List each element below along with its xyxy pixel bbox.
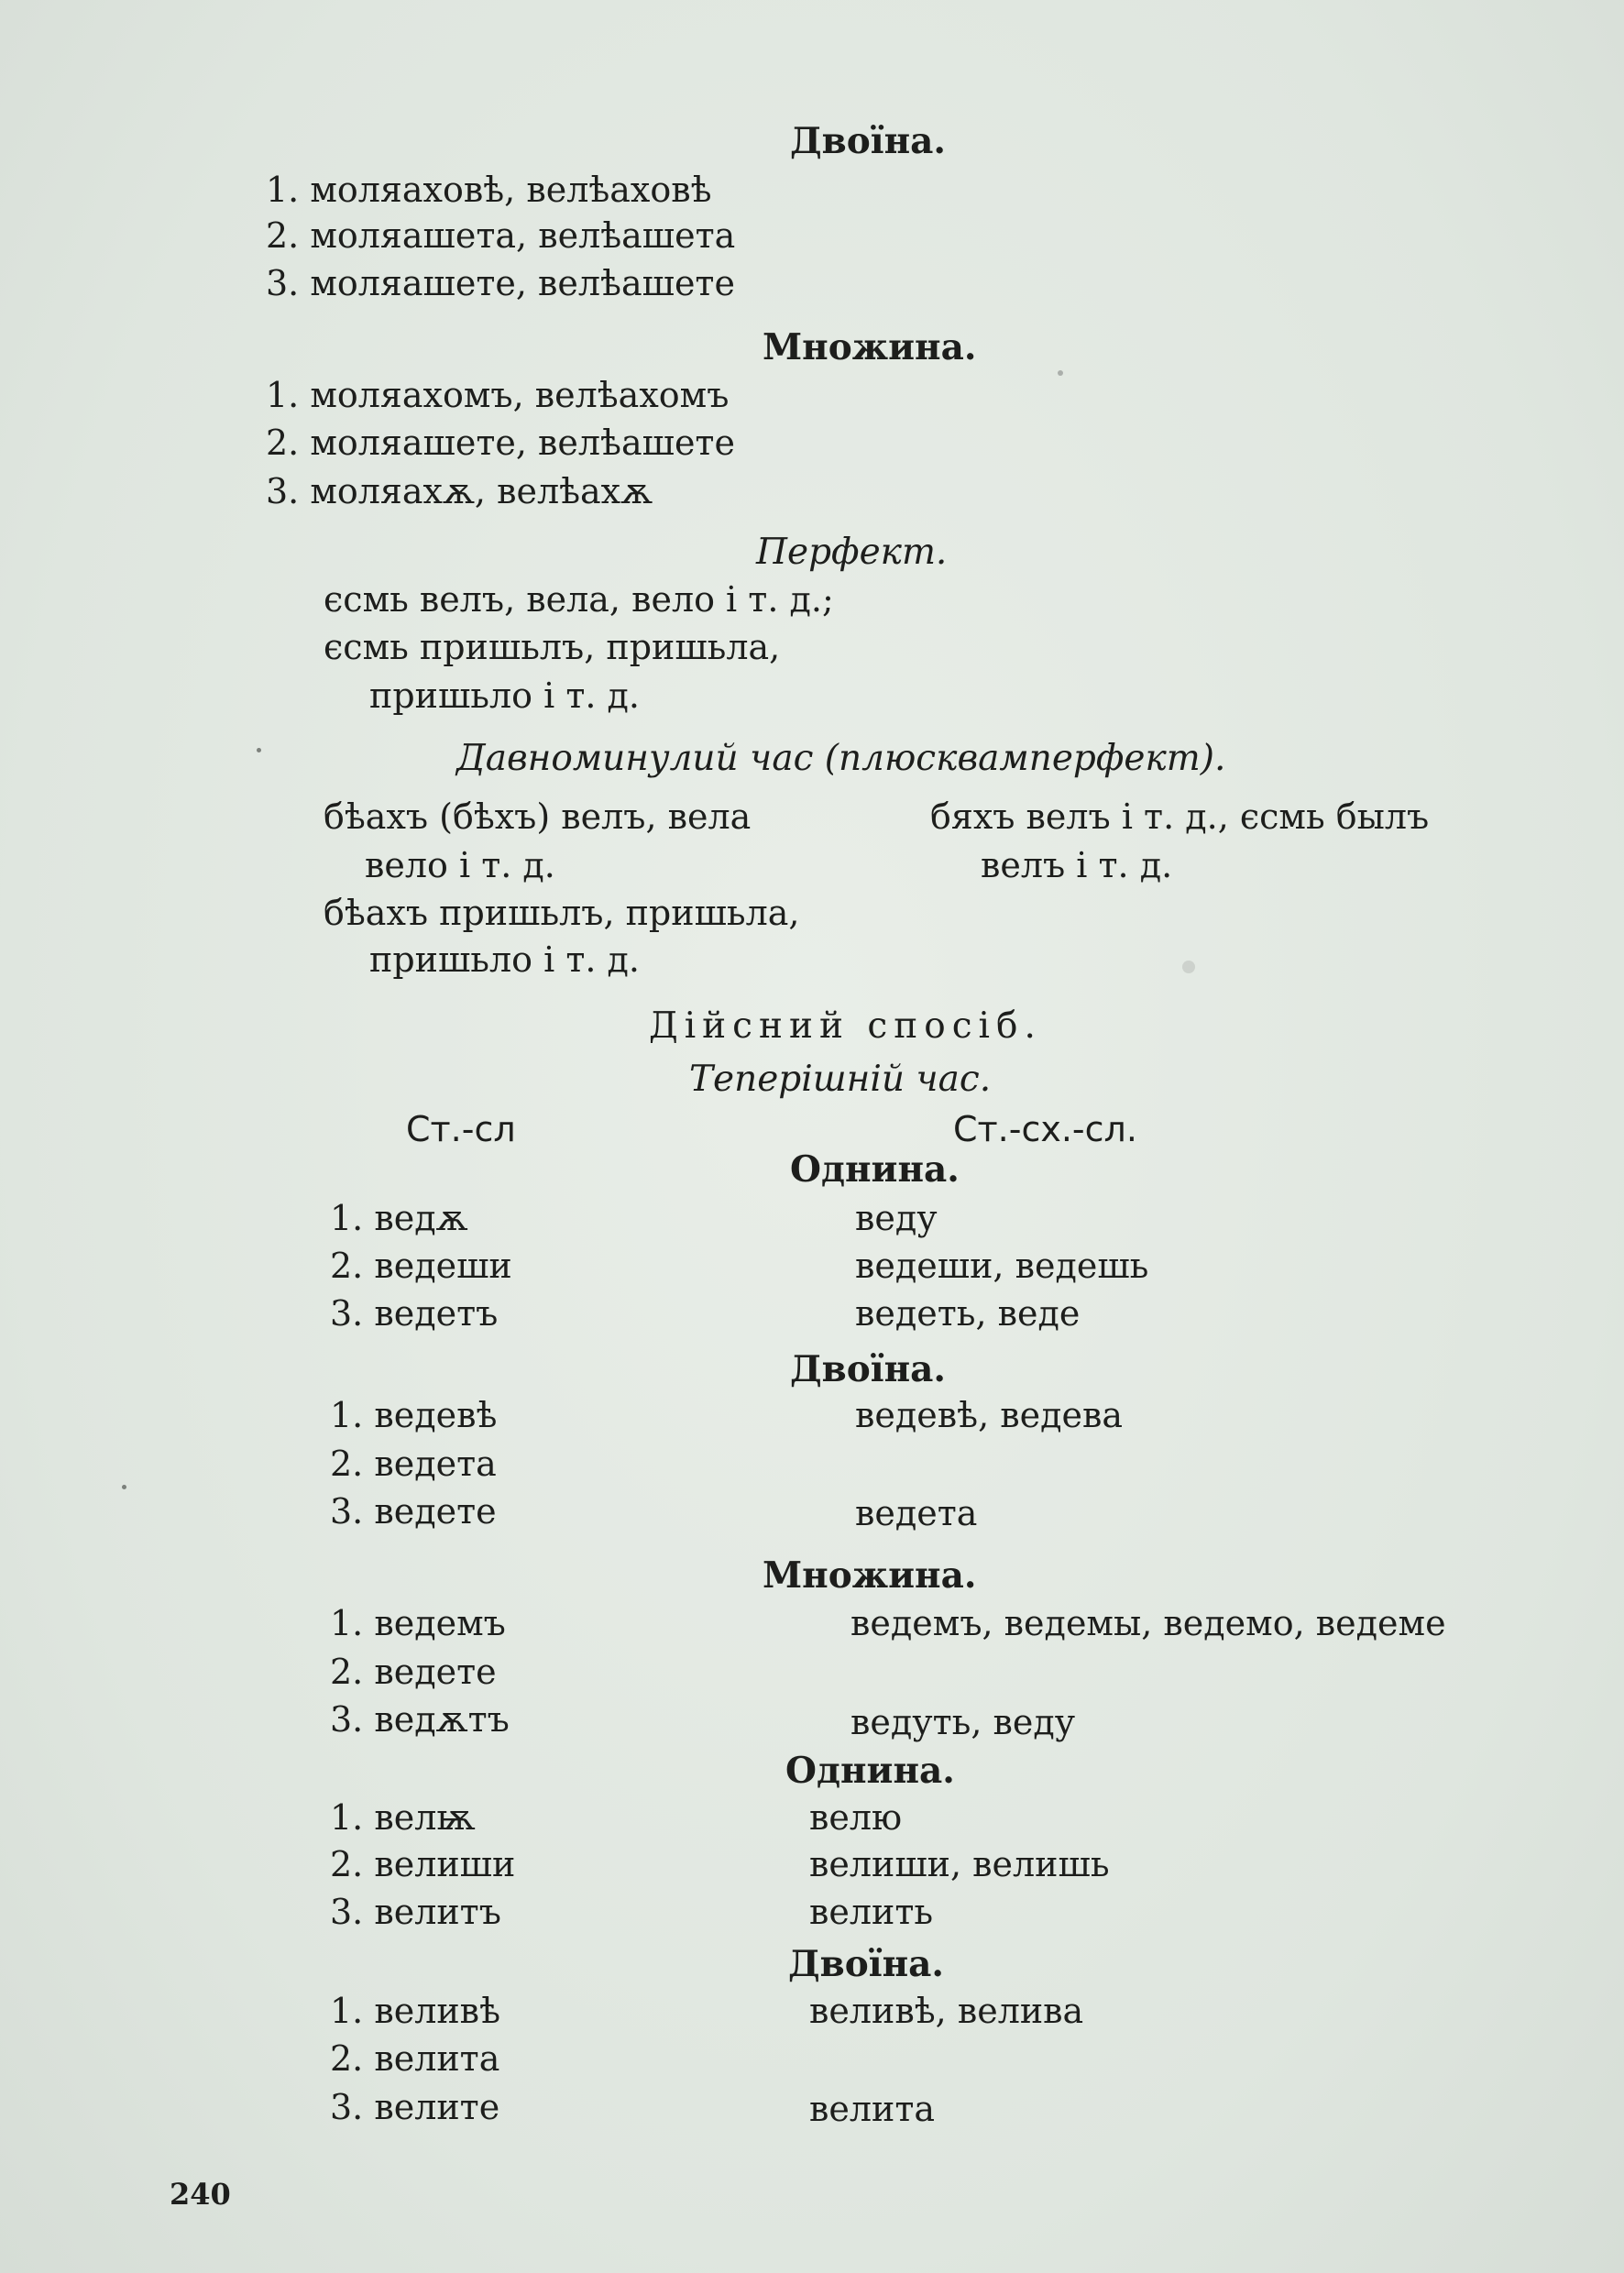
subsection-heading: Перфект.	[756, 532, 948, 573]
text-line: 3. моляашете, велѣашете	[266, 263, 735, 303]
section-heading: Двоїна.	[790, 1348, 946, 1390]
text-line: пришьло і т. д.	[369, 675, 640, 716]
text-line: 3. ведѫтъ	[330, 1699, 510, 1740]
section-heading: Двоїна.	[790, 120, 946, 162]
text-line: єсмь пришьлъ, пришьла,	[324, 627, 781, 667]
text-line: ведеть, веде	[855, 1293, 1081, 1334]
text-line: пришьло і т. д.	[369, 939, 640, 980]
section-heading: Двоїна.	[788, 1943, 944, 1985]
text-line: бяхъ велъ і т. д., єсмь былъ	[930, 796, 1430, 837]
text-line: єсмь велъ, вела, вело і т. д.;	[324, 579, 834, 620]
text-line: бѣахъ пришьлъ, пришьла,	[324, 893, 800, 933]
text-line: 2. велиши	[330, 1844, 516, 1884]
text-line: Дійсний спосіб.	[649, 1005, 1042, 1047]
subsection-heading: Теперішній час.	[689, 1059, 992, 1100]
section-heading: Множина.	[763, 326, 977, 368]
text-line: веливѣ, велива	[809, 1991, 1084, 2031]
text-line: 3. велите	[330, 2087, 500, 2127]
text-line: 2. ведете	[330, 1652, 497, 1692]
text-line: 2. ведеши	[330, 1246, 512, 1286]
section-heading: Однина.	[785, 1750, 955, 1792]
text-line: бѣахъ (бѣхъ) велъ, вела	[324, 796, 752, 837]
text-line: велю	[809, 1797, 903, 1838]
text-line: 2. моляашете, велѣашете	[266, 423, 735, 463]
text-line: 1. моляаховѣ, велѣаховѣ	[266, 170, 712, 210]
text-line: Ст.-сх.-сл.	[953, 1109, 1137, 1149]
text-line: 1. веливѣ	[330, 1991, 500, 2031]
text-line: 2. велита	[330, 2038, 500, 2079]
subsection-heading: Давноминулий час (плюсквамперфект).	[456, 738, 1226, 779]
text-line: 1. ведѫ	[330, 1198, 468, 1238]
text-line: 1. велѭ	[330, 1797, 476, 1838]
text-line: Ст.-сл	[406, 1109, 516, 1149]
paper-speck	[1058, 370, 1063, 376]
section-heading: Однина.	[790, 1148, 960, 1191]
paper-speck	[1182, 961, 1195, 973]
text-line: ведеши, ведешь	[855, 1246, 1149, 1286]
text-line: 2. моляашета, велѣашета	[266, 215, 736, 256]
text-line: 2. ведета	[330, 1444, 497, 1484]
section-heading: Множина.	[763, 1554, 977, 1597]
text-line: ведемъ, ведемы, ведемо, ведеме	[850, 1603, 1446, 1643]
text-line: ведета	[855, 1493, 978, 1533]
text-line: 1. ведемъ	[330, 1603, 506, 1643]
text-line: 3. ведете	[330, 1491, 497, 1532]
text-line: 3. велитъ	[330, 1892, 501, 1932]
page-number: 240	[170, 2177, 231, 2212]
text-line: велъ і т. д.	[981, 845, 1173, 885]
text-line: 3. моляахѫ, велѣахѫ	[266, 471, 653, 511]
text-line: велиши, велишь	[809, 1844, 1110, 1884]
paper-speck	[122, 1485, 126, 1489]
text-line: 3. ведетъ	[330, 1293, 499, 1334]
text-line: вело і т. д.	[365, 845, 555, 885]
text-line: велить	[809, 1892, 934, 1932]
text-line: ведуть, веду	[850, 1702, 1076, 1742]
text-line: велита	[809, 2089, 936, 2129]
text-line: 1. ведевѣ	[330, 1395, 498, 1435]
text-line: ведевѣ, ведева	[855, 1395, 1124, 1435]
paper-speck	[257, 748, 261, 752]
text-line: 1. моляахомъ, велѣахомъ	[266, 375, 730, 415]
text-line: веду	[855, 1198, 938, 1238]
